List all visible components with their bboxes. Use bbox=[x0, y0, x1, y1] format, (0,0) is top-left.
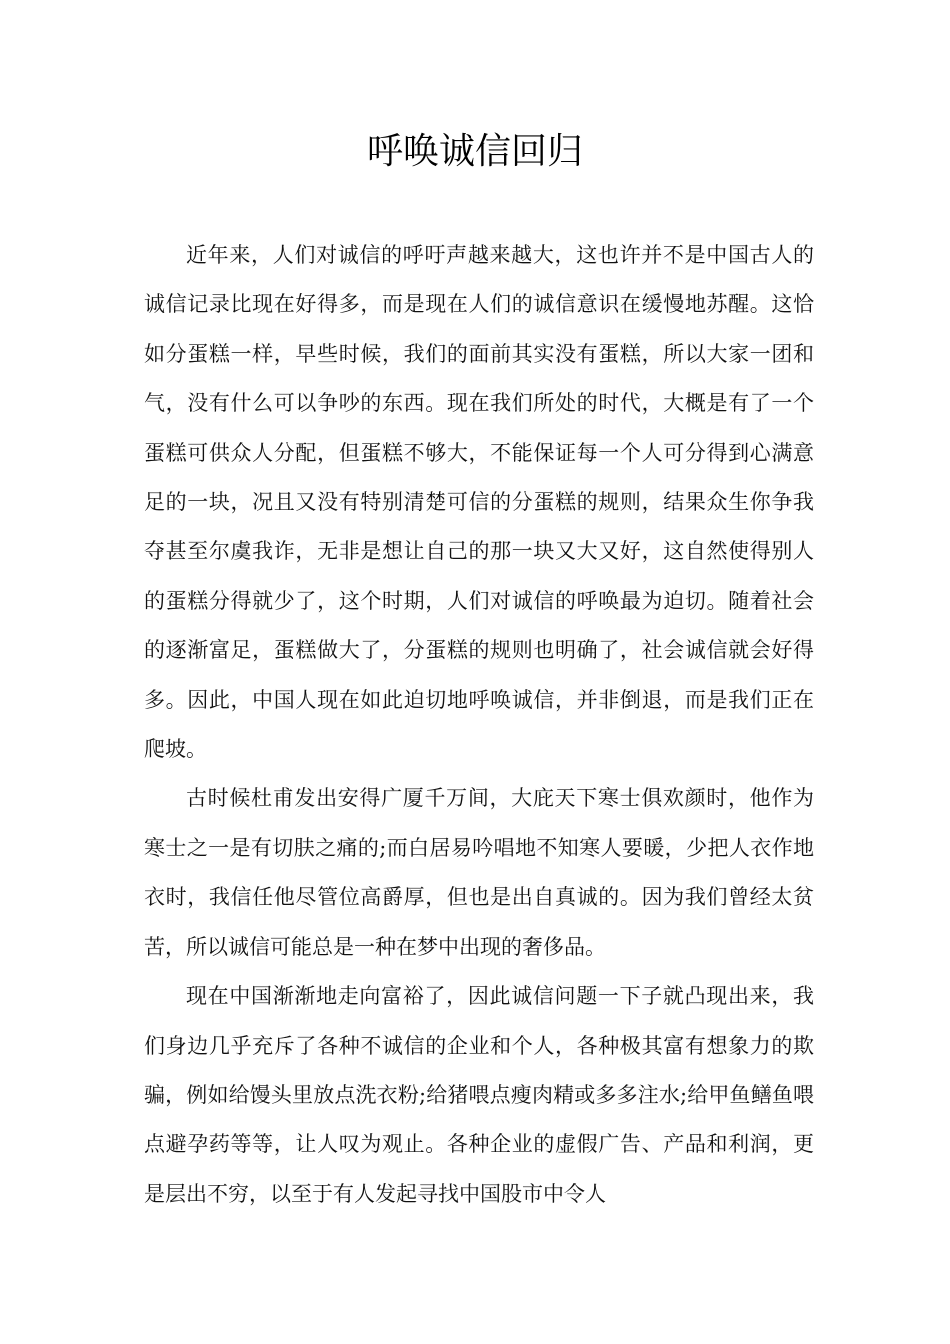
paragraph: 古时候杜甫发出安得广厦千万间，大庇天下寒士俱欢颜时，他作为寒士之一是有切肤之痛的;而白居易吟唱地不知寒人要暖，少把人衣作地衣时，我信任他尽管位高爵厚，但也是出自真诚的。因为我们曾经太贫苦，所以诚信可能总是一种在梦中出现的奢侈品。 bbox=[144, 786, 814, 959]
paragraph: 现在中国渐渐地走向富裕了，因此诚信问题一下子就凸现出来，我们身边几乎充斥了各种不诚信的企业和个人，各种极其富有想象力的欺骗，例如给馒头里放点洗衣粉;给猪喂点瘦肉精或多多注水;给甲鱼鳝鱼喂点避孕药等等，让人叹为观止。各种企业的虚假广告、产品和利润，更是层出不穷，以至于有人发起寻找中国股市中令人 bbox=[144, 984, 814, 1206]
document-title: 呼唤诚信回归 bbox=[366, 131, 583, 172]
paragraph: 近年来，人们对诚信的呼吁声越来越大，这也许并不是中国古人的诚信记录比现在好得多，而是现在人们的诚信意识在缓慢地苏醒。这恰如分蛋糕一样，早些时候，我们的面前其实没有蛋糕，所以大家一团和气，没有什么可以争吵的东西。现在我们所处的时代，大概是有了一个蛋糕可供众人分配，但蛋糕不够大，不能保证每一个人可分得到心满意足的一块，况且又没有特别清楚可信的分蛋糕的规则，结果众生你争我夺甚至尔虞我诈，无非是想让自己的那一块又大又好，这自然使得别人的蛋糕分得就少了，这个时期，人们对诚信的呼唤最为迫切。随着社会的逐渐富足，蛋糕做大了，分蛋糕的规则也明确了，社会诚信就会好得多。因此，中国人现在如此迫切地呼唤诚信，并非倒退，而是我们正在爬坡。 bbox=[144, 243, 814, 762]
document-body bbox=[144, 231, 814, 1219]
